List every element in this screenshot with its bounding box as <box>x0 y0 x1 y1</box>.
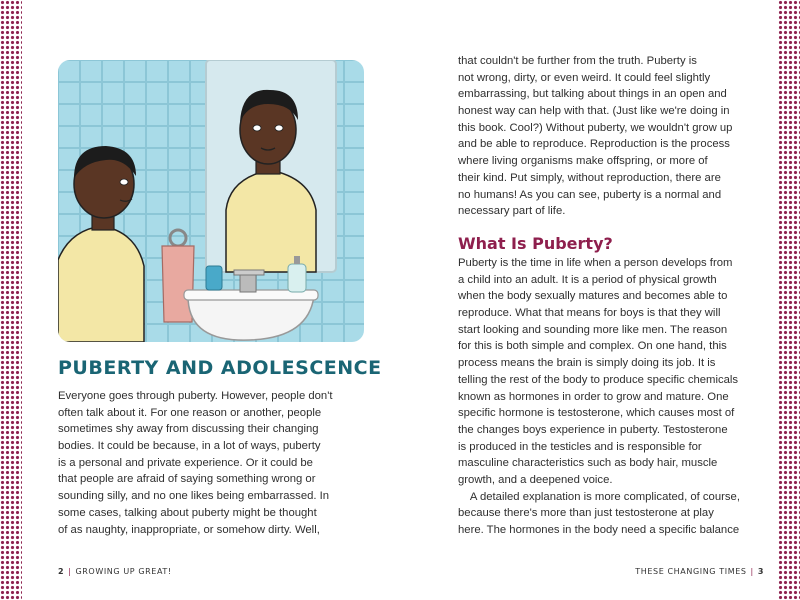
paragraph-line: of as naughty, inappropriate, or somehow dirty. Well, <box>58 523 320 536</box>
subheading-what-is-puberty: What Is Puberty? <box>458 234 613 253</box>
chapter-title: THESE CHANGING TIMES <box>635 567 747 576</box>
paragraph-line: no humans! As you can see, puberty is a normal and <box>458 188 722 201</box>
what-is-puberty-paragraph <box>458 255 740 539</box>
paragraph-line: honest way can help with that. (Just like we're doing in <box>458 105 730 118</box>
paragraph-line: because there's more than just testosterone at play <box>458 507 714 520</box>
decorative-dot-border-left <box>0 0 22 600</box>
paragraph-line: is a personal and private experience. Or it could be <box>58 456 313 469</box>
paragraph-line: start looking and sounding more like men. The reason <box>458 323 728 336</box>
paragraph-line: bodies. It could be because, in a lot of ways, puberty <box>58 440 321 453</box>
paragraph-line: not wrong, dirty, or even weird. It could feel slightly <box>458 71 711 84</box>
paragraph-line: masculine characteristics such as body hair, muscle <box>458 457 718 470</box>
paragraph-line: process means the brain is simply doing its job. It is <box>458 357 716 370</box>
right-page-footer <box>635 567 764 576</box>
paragraph-line: sounding silly, and no one likes being embarrassed. In <box>58 490 330 503</box>
paragraph-line: specific hormone is testosterone, which causes most of <box>458 407 735 420</box>
paragraph-line: telling the rest of the body to produce specific chemicals <box>458 373 739 386</box>
continued-paragraph <box>458 53 732 220</box>
paragraph-line: this book. Cool?) Without puberty, we wouldn't grow up <box>458 121 733 134</box>
left-page <box>22 0 400 600</box>
decorative-dot-border-right <box>778 0 800 600</box>
paragraph-line: that couldn't be further from the truth. Puberty is <box>458 55 697 67</box>
paragraph-line: Everyone goes through puberty. However, people don't <box>58 390 333 402</box>
footer-separator: | <box>750 567 754 576</box>
paragraph-line: here. The hormones in the body need a specific balance <box>458 524 740 536</box>
left-page-footer <box>58 567 172 576</box>
paragraph-line: some cases, talking about puberty might be thought <box>58 506 317 519</box>
paragraph-line: A detailed explanation is more complicated, of course, <box>458 490 740 503</box>
paragraph-line: their kind. Put simply, without reproduction, there are <box>458 171 721 184</box>
page-number: 2 <box>58 567 65 576</box>
paragraph-line: known as hormones in order to grow and mature. One <box>458 390 729 403</box>
paragraph-line: growth, and a deepened voice. <box>458 473 613 486</box>
right-page <box>400 0 778 600</box>
left-page-paragraph <box>58 388 333 538</box>
section-heading: PUBERTY AND ADOLESCENCE <box>58 357 382 379</box>
paragraph-line: is produced in the testicles and is responsible for <box>458 440 702 453</box>
paragraph-line: often talk about it. For one reason or another, people <box>58 406 322 419</box>
paragraph-line: where living organisms make offspring, or more of <box>458 155 708 168</box>
paragraph-line: sometimes shy away from discussing their changing <box>58 423 319 436</box>
paragraph-line: a child into an adult. It is a period of physical growth <box>458 273 717 286</box>
paragraph-line: when the body sexually matures and becomes able to <box>458 290 728 303</box>
bathroom-mirror-illustration <box>58 60 364 342</box>
page-number: 3 <box>757 567 764 576</box>
paragraph-line: necessary part of life. <box>458 205 566 218</box>
book-title: GROWING UP GREAT! <box>75 567 172 576</box>
paragraph-line: embarrassing, but talking about things in an open and <box>458 88 727 101</box>
paragraph-line: Puberty is the time in life when a person develops from <box>458 257 733 269</box>
footer-separator: | <box>68 567 72 576</box>
paragraph-line: the changes boys experience in puberty. Testosterone <box>458 423 728 436</box>
paragraph-line: for this is both simple and complex. On one hand, this <box>458 340 727 353</box>
paragraph-line: and be able to reproduce. Reproduction is the process <box>458 138 730 151</box>
paragraph-line: reproduce. What that means for boys is that they will <box>458 307 721 320</box>
paragraph-line: that people are afraid of saying something wrong or <box>58 473 316 486</box>
